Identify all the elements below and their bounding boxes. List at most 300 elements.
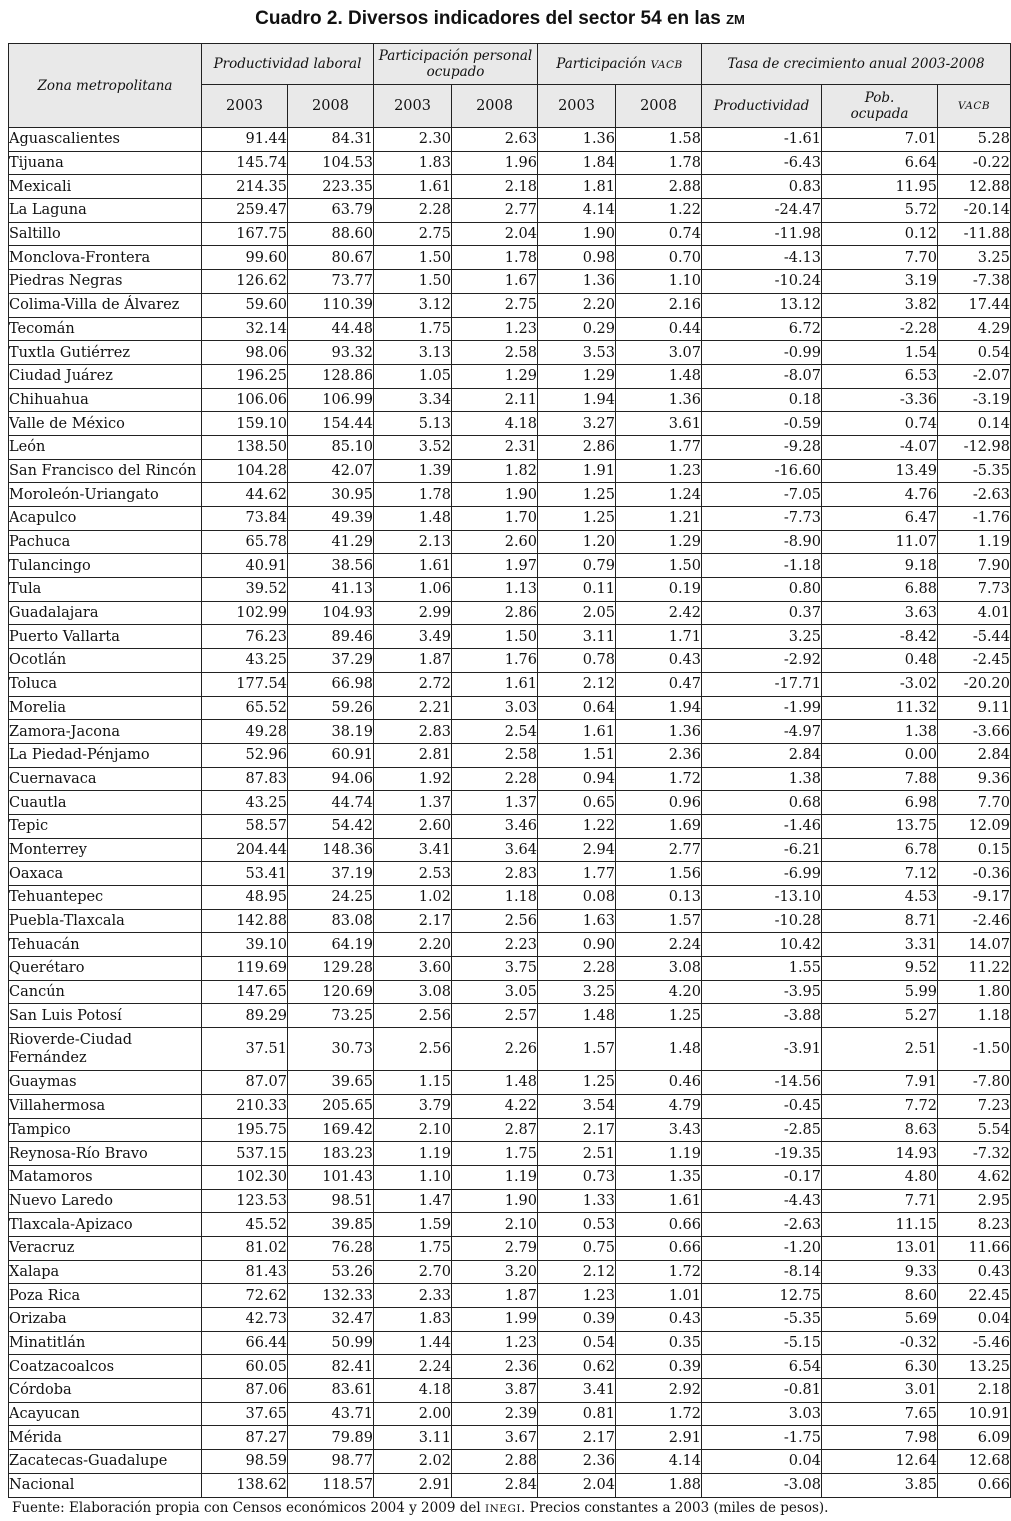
value-cell: 52.96 bbox=[202, 743, 288, 767]
value-cell: 12.75 bbox=[702, 1284, 822, 1308]
value-cell: 7.70 bbox=[822, 246, 938, 270]
zona-cell: La Laguna bbox=[9, 199, 202, 223]
value-cell: 1.54 bbox=[822, 341, 938, 365]
value-cell: 30.95 bbox=[288, 483, 374, 507]
value-cell: 5.54 bbox=[938, 1118, 1011, 1142]
value-cell: -0.45 bbox=[702, 1094, 822, 1118]
value-cell: -6.43 bbox=[702, 151, 822, 175]
value-cell: 0.18 bbox=[702, 388, 822, 412]
value-cell: 2.20 bbox=[374, 933, 452, 957]
value-cell: 1.19 bbox=[938, 530, 1011, 554]
value-cell: -8.07 bbox=[702, 364, 822, 388]
value-cell: 6.54 bbox=[702, 1355, 822, 1379]
value-cell: 2.05 bbox=[538, 601, 616, 625]
value-cell: 1.56 bbox=[616, 862, 702, 886]
header-part-2008: 2008 bbox=[452, 85, 538, 128]
header-tasa: Tasa de crecimiento anual 2003-2008 bbox=[702, 44, 1011, 85]
value-cell: 8.71 bbox=[822, 909, 938, 933]
value-cell: -3.88 bbox=[702, 1004, 822, 1028]
value-cell: 120.69 bbox=[288, 980, 374, 1004]
value-cell: 9.33 bbox=[822, 1260, 938, 1284]
value-cell: 2.87 bbox=[452, 1118, 538, 1142]
header-productividad: Productividad laboral bbox=[202, 44, 374, 85]
value-cell: -1.61 bbox=[702, 128, 822, 152]
value-cell: -4.07 bbox=[822, 435, 938, 459]
value-cell: 0.65 bbox=[538, 791, 616, 815]
value-cell: 2.51 bbox=[822, 1028, 938, 1071]
value-cell: 1.90 bbox=[452, 1189, 538, 1213]
table-row bbox=[9, 530, 1011, 554]
value-cell: -20.14 bbox=[938, 199, 1011, 223]
value-cell: 7.98 bbox=[822, 1426, 938, 1450]
value-cell: 214.35 bbox=[202, 175, 288, 199]
value-cell: 32.47 bbox=[288, 1308, 374, 1332]
value-cell: -1.18 bbox=[702, 554, 822, 578]
value-cell: -3.36 bbox=[822, 388, 938, 412]
value-cell: -6.21 bbox=[702, 838, 822, 862]
value-cell: 110.39 bbox=[288, 293, 374, 317]
value-cell: -1.75 bbox=[702, 1426, 822, 1450]
value-cell: 169.42 bbox=[288, 1118, 374, 1142]
value-cell: 2.60 bbox=[452, 530, 538, 554]
value-cell: -2.07 bbox=[938, 364, 1011, 388]
table-row bbox=[9, 175, 1011, 199]
value-cell: 1.29 bbox=[538, 364, 616, 388]
table-row bbox=[9, 412, 1011, 436]
value-cell: 2.36 bbox=[538, 1450, 616, 1474]
value-cell: 1.25 bbox=[538, 483, 616, 507]
value-cell: 4.14 bbox=[538, 199, 616, 223]
value-cell: 1.75 bbox=[374, 317, 452, 341]
zona-cell: León bbox=[9, 435, 202, 459]
value-cell: 1.90 bbox=[452, 483, 538, 507]
value-cell: -0.17 bbox=[702, 1165, 822, 1189]
value-cell: 3.46 bbox=[452, 814, 538, 838]
value-cell: 104.93 bbox=[288, 601, 374, 625]
value-cell: 0.66 bbox=[938, 1473, 1011, 1497]
value-cell: 1.36 bbox=[538, 270, 616, 294]
value-cell: 0.74 bbox=[616, 222, 702, 246]
value-cell: 0.53 bbox=[538, 1213, 616, 1237]
value-cell: 1.94 bbox=[616, 696, 702, 720]
table-row bbox=[9, 1260, 1011, 1284]
value-cell: 1.47 bbox=[374, 1189, 452, 1213]
value-cell: 1.22 bbox=[538, 814, 616, 838]
value-cell: -11.98 bbox=[702, 222, 822, 246]
value-cell: 0.66 bbox=[616, 1213, 702, 1237]
value-cell: 3.08 bbox=[374, 980, 452, 1004]
value-cell: 2.95 bbox=[938, 1189, 1011, 1213]
value-cell: 66.98 bbox=[288, 672, 374, 696]
value-cell: 0.96 bbox=[616, 791, 702, 815]
value-cell: 0.78 bbox=[538, 649, 616, 673]
value-cell: 223.35 bbox=[288, 175, 374, 199]
header-prod-2003: 2003 bbox=[202, 85, 288, 128]
value-cell: 59.26 bbox=[288, 696, 374, 720]
value-cell: 142.88 bbox=[202, 909, 288, 933]
value-cell: 6.88 bbox=[822, 578, 938, 602]
value-cell: 1.77 bbox=[616, 435, 702, 459]
value-cell: -2.63 bbox=[702, 1213, 822, 1237]
value-cell: 2.30 bbox=[374, 128, 452, 152]
value-cell: 3.11 bbox=[538, 625, 616, 649]
value-cell: 8.63 bbox=[822, 1118, 938, 1142]
value-cell: 1.15 bbox=[374, 1071, 452, 1095]
value-cell: 1.78 bbox=[374, 483, 452, 507]
value-cell: 3.01 bbox=[822, 1379, 938, 1403]
value-cell: -0.81 bbox=[702, 1379, 822, 1403]
value-cell: -7.38 bbox=[938, 270, 1011, 294]
value-cell: -2.85 bbox=[702, 1118, 822, 1142]
value-cell: 119.69 bbox=[202, 957, 288, 981]
value-cell: 4.53 bbox=[822, 886, 938, 910]
value-cell: 0.39 bbox=[616, 1355, 702, 1379]
zona-cell: Córdoba bbox=[9, 1379, 202, 1403]
value-cell: -13.10 bbox=[702, 886, 822, 910]
table-row bbox=[9, 1165, 1011, 1189]
value-cell: 1.90 bbox=[538, 222, 616, 246]
value-cell: 1.72 bbox=[616, 767, 702, 791]
value-cell: 2.70 bbox=[374, 1260, 452, 1284]
value-cell: -0.99 bbox=[702, 341, 822, 365]
value-cell: 6.64 bbox=[822, 151, 938, 175]
value-cell: 1.63 bbox=[538, 909, 616, 933]
table-row bbox=[9, 909, 1011, 933]
value-cell: 0.04 bbox=[938, 1308, 1011, 1332]
value-cell: 98.77 bbox=[288, 1450, 374, 1474]
value-cell: 1.69 bbox=[616, 814, 702, 838]
value-cell: 3.41 bbox=[374, 838, 452, 862]
table-row bbox=[9, 672, 1011, 696]
value-cell: 4.80 bbox=[822, 1165, 938, 1189]
value-cell: 3.52 bbox=[374, 435, 452, 459]
value-cell: 2.60 bbox=[374, 814, 452, 838]
table-row bbox=[9, 388, 1011, 412]
value-cell: 177.54 bbox=[202, 672, 288, 696]
table-row bbox=[9, 791, 1011, 815]
table-body bbox=[9, 128, 1011, 1498]
value-cell: 76.23 bbox=[202, 625, 288, 649]
value-cell: 42.73 bbox=[202, 1308, 288, 1332]
value-cell: 183.23 bbox=[288, 1142, 374, 1166]
zona-cell: Zamora-Jacona bbox=[9, 720, 202, 744]
value-cell: 210.33 bbox=[202, 1094, 288, 1118]
value-cell: 81.02 bbox=[202, 1236, 288, 1260]
value-cell: -24.47 bbox=[702, 199, 822, 223]
value-cell: 2.18 bbox=[938, 1379, 1011, 1403]
zona-cell: Veracruz bbox=[9, 1236, 202, 1260]
zona-cell: Tehuacán bbox=[9, 933, 202, 957]
value-cell: 85.10 bbox=[288, 435, 374, 459]
value-cell: 1.97 bbox=[452, 554, 538, 578]
value-cell: 2.57 bbox=[452, 1004, 538, 1028]
value-cell: 3.79 bbox=[374, 1094, 452, 1118]
value-cell: 2.83 bbox=[374, 720, 452, 744]
source-note-prefix: Fuente: Elaboración propia con Censos económicos 2004 y 2009 del bbox=[12, 1500, 481, 1516]
value-cell: 94.06 bbox=[288, 767, 374, 791]
value-cell: 0.46 bbox=[616, 1071, 702, 1095]
value-cell: 6.98 bbox=[822, 791, 938, 815]
value-cell: 39.10 bbox=[202, 933, 288, 957]
value-cell: 10.42 bbox=[702, 933, 822, 957]
value-cell: 72.62 bbox=[202, 1284, 288, 1308]
value-cell: 98.59 bbox=[202, 1450, 288, 1474]
table-row bbox=[9, 933, 1011, 957]
value-cell: 0.13 bbox=[616, 886, 702, 910]
table-row bbox=[9, 1426, 1011, 1450]
value-cell: 1.99 bbox=[452, 1308, 538, 1332]
value-cell: 83.08 bbox=[288, 909, 374, 933]
value-cell: 22.45 bbox=[938, 1284, 1011, 1308]
zona-cell: Tuxtla Gutiérrez bbox=[9, 341, 202, 365]
value-cell: 12.09 bbox=[938, 814, 1011, 838]
value-cell: 1.57 bbox=[616, 909, 702, 933]
value-cell: 0.68 bbox=[702, 791, 822, 815]
value-cell: 1.02 bbox=[374, 886, 452, 910]
value-cell: 2.84 bbox=[452, 1473, 538, 1497]
value-cell: 1.48 bbox=[452, 1071, 538, 1095]
value-cell: -19.35 bbox=[702, 1142, 822, 1166]
value-cell: 88.60 bbox=[288, 222, 374, 246]
zona-cell: Tulancingo bbox=[9, 554, 202, 578]
zona-cell: Tampico bbox=[9, 1118, 202, 1142]
value-cell: -1.99 bbox=[702, 696, 822, 720]
value-cell: 7.65 bbox=[822, 1402, 938, 1426]
value-cell: 148.36 bbox=[288, 838, 374, 862]
header-tasa-vacb: VACB bbox=[938, 85, 1011, 128]
value-cell: 6.53 bbox=[822, 364, 938, 388]
table-row bbox=[9, 128, 1011, 152]
value-cell: 11.32 bbox=[822, 696, 938, 720]
value-cell: 3.20 bbox=[452, 1260, 538, 1284]
value-cell: 2.84 bbox=[702, 743, 822, 767]
value-cell: 1.44 bbox=[374, 1331, 452, 1355]
value-cell: 11.15 bbox=[822, 1213, 938, 1237]
value-cell: 5.13 bbox=[374, 412, 452, 436]
value-cell: 73.77 bbox=[288, 270, 374, 294]
value-cell: 30.73 bbox=[288, 1028, 374, 1071]
zona-cell: Querétaro bbox=[9, 957, 202, 981]
value-cell: 2.28 bbox=[452, 767, 538, 791]
table-row bbox=[9, 459, 1011, 483]
value-cell: 1.50 bbox=[616, 554, 702, 578]
value-cell: 84.31 bbox=[288, 128, 374, 152]
zona-cell: Nuevo Laredo bbox=[9, 1189, 202, 1213]
value-cell: 2.04 bbox=[538, 1473, 616, 1497]
table-row bbox=[9, 1189, 1011, 1213]
value-cell: 73.84 bbox=[202, 507, 288, 531]
value-cell: 3.08 bbox=[616, 957, 702, 981]
value-cell: 104.53 bbox=[288, 151, 374, 175]
value-cell: 2.26 bbox=[452, 1028, 538, 1071]
zona-cell: Monclova-Frontera bbox=[9, 246, 202, 270]
value-cell: 1.51 bbox=[538, 743, 616, 767]
value-cell: 3.43 bbox=[616, 1118, 702, 1142]
value-cell: -3.19 bbox=[938, 388, 1011, 412]
value-cell: 3.13 bbox=[374, 341, 452, 365]
value-cell: 0.64 bbox=[538, 696, 616, 720]
value-cell: 12.88 bbox=[938, 175, 1011, 199]
table-row bbox=[9, 862, 1011, 886]
value-cell: 7.90 bbox=[938, 554, 1011, 578]
value-cell: 8.60 bbox=[822, 1284, 938, 1308]
zona-cell: Rioverde-Ciudad Fernández bbox=[9, 1028, 202, 1071]
value-cell: 80.67 bbox=[288, 246, 374, 270]
value-cell: 4.22 bbox=[452, 1094, 538, 1118]
value-cell: -5.35 bbox=[938, 459, 1011, 483]
value-cell: -17.71 bbox=[702, 672, 822, 696]
value-cell: 13.49 bbox=[822, 459, 938, 483]
value-cell: 3.25 bbox=[702, 625, 822, 649]
value-cell: -7.73 bbox=[702, 507, 822, 531]
value-cell: 1.19 bbox=[452, 1165, 538, 1189]
zona-cell: Orizaba bbox=[9, 1308, 202, 1332]
zona-cell: Matamoros bbox=[9, 1165, 202, 1189]
header-participacion-vacb-suffix: VACB bbox=[650, 58, 683, 71]
value-cell: 537.15 bbox=[202, 1142, 288, 1166]
value-cell: 102.99 bbox=[202, 601, 288, 625]
value-cell: 6.72 bbox=[702, 317, 822, 341]
zona-cell: Acayucan bbox=[9, 1402, 202, 1426]
header-zona: Zona metropolitana bbox=[9, 44, 202, 128]
value-cell: 3.53 bbox=[538, 341, 616, 365]
value-cell: 4.01 bbox=[938, 601, 1011, 625]
value-cell: 87.06 bbox=[202, 1379, 288, 1403]
header-tasa-pob-ocupada: Pob. ocupada bbox=[822, 85, 938, 128]
value-cell: 104.28 bbox=[202, 459, 288, 483]
value-cell: 66.44 bbox=[202, 1331, 288, 1355]
value-cell: 2.88 bbox=[616, 175, 702, 199]
value-cell: 2.02 bbox=[374, 1450, 452, 1474]
value-cell: -10.24 bbox=[702, 270, 822, 294]
value-cell: 3.41 bbox=[538, 1379, 616, 1403]
value-cell: 3.64 bbox=[452, 838, 538, 862]
value-cell: -5.44 bbox=[938, 625, 1011, 649]
value-cell: 1.75 bbox=[452, 1142, 538, 1166]
value-cell: 4.18 bbox=[374, 1379, 452, 1403]
value-cell: 1.23 bbox=[616, 459, 702, 483]
value-cell: 145.74 bbox=[202, 151, 288, 175]
value-cell: 2.88 bbox=[452, 1450, 538, 1474]
value-cell: -9.17 bbox=[938, 886, 1011, 910]
value-cell: 2.77 bbox=[452, 199, 538, 223]
value-cell: -4.43 bbox=[702, 1189, 822, 1213]
table-row bbox=[9, 1118, 1011, 1142]
value-cell: 1.61 bbox=[374, 554, 452, 578]
value-cell: 0.81 bbox=[538, 1402, 616, 1426]
value-cell: 3.61 bbox=[616, 412, 702, 436]
table-row bbox=[9, 270, 1011, 294]
value-cell: 138.62 bbox=[202, 1473, 288, 1497]
value-cell: 2.83 bbox=[452, 862, 538, 886]
indicators-table bbox=[8, 43, 1011, 1498]
value-cell: 4.18 bbox=[452, 412, 538, 436]
value-cell: 2.21 bbox=[374, 696, 452, 720]
value-cell: 89.29 bbox=[202, 1004, 288, 1028]
value-cell: 1.23 bbox=[452, 1331, 538, 1355]
value-cell: 3.12 bbox=[374, 293, 452, 317]
value-cell: 0.39 bbox=[538, 1308, 616, 1332]
zona-cell: La Piedad-Pénjamo bbox=[9, 743, 202, 767]
value-cell: 1.58 bbox=[616, 128, 702, 152]
table-row bbox=[9, 435, 1011, 459]
zona-cell: Saltillo bbox=[9, 222, 202, 246]
value-cell: 2.16 bbox=[616, 293, 702, 317]
value-cell: 12.64 bbox=[822, 1450, 938, 1474]
value-cell: 43.25 bbox=[202, 791, 288, 815]
value-cell: 1.48 bbox=[538, 1004, 616, 1028]
value-cell: 41.29 bbox=[288, 530, 374, 554]
value-cell: 3.25 bbox=[538, 980, 616, 1004]
value-cell: 101.43 bbox=[288, 1165, 374, 1189]
value-cell: 7.01 bbox=[822, 128, 938, 152]
value-cell: 2.12 bbox=[538, 672, 616, 696]
table-title-suffix: ZM bbox=[726, 12, 745, 27]
value-cell: 0.62 bbox=[538, 1355, 616, 1379]
value-cell: 2.23 bbox=[452, 933, 538, 957]
value-cell: 0.74 bbox=[822, 412, 938, 436]
value-cell: 41.13 bbox=[288, 578, 374, 602]
zona-cell: San Francisco del Rincón bbox=[9, 459, 202, 483]
value-cell: 2.77 bbox=[616, 838, 702, 862]
value-cell: 2.42 bbox=[616, 601, 702, 625]
value-cell: 39.65 bbox=[288, 1071, 374, 1095]
value-cell: 65.78 bbox=[202, 530, 288, 554]
value-cell: 1.81 bbox=[538, 175, 616, 199]
table-row bbox=[9, 483, 1011, 507]
value-cell: 49.28 bbox=[202, 720, 288, 744]
value-cell: 3.63 bbox=[822, 601, 938, 625]
table-row bbox=[9, 1284, 1011, 1308]
zona-cell: Tlaxcala-Apizaco bbox=[9, 1213, 202, 1237]
value-cell: -2.63 bbox=[938, 483, 1011, 507]
value-cell: 2.17 bbox=[538, 1118, 616, 1142]
value-cell: 6.30 bbox=[822, 1355, 938, 1379]
value-cell: 0.83 bbox=[702, 175, 822, 199]
value-cell: 1.67 bbox=[452, 270, 538, 294]
value-cell: 204.44 bbox=[202, 838, 288, 862]
value-cell: 2.00 bbox=[374, 1402, 452, 1426]
value-cell: 1.88 bbox=[616, 1473, 702, 1497]
value-cell: -1.46 bbox=[702, 814, 822, 838]
value-cell: 1.80 bbox=[938, 980, 1011, 1004]
value-cell: 7.12 bbox=[822, 862, 938, 886]
value-cell: 0.43 bbox=[938, 1260, 1011, 1284]
value-cell: 167.75 bbox=[202, 222, 288, 246]
value-cell: -2.46 bbox=[938, 909, 1011, 933]
value-cell: 59.60 bbox=[202, 293, 288, 317]
value-cell: 5.99 bbox=[822, 980, 938, 1004]
zona-cell: Moroleón-Uriangato bbox=[9, 483, 202, 507]
table-row bbox=[9, 341, 1011, 365]
value-cell: 0.29 bbox=[538, 317, 616, 341]
zona-cell: Cuautla bbox=[9, 791, 202, 815]
value-cell: 1.83 bbox=[374, 151, 452, 175]
value-cell: 1.25 bbox=[538, 1071, 616, 1095]
header-prod-2008: 2008 bbox=[288, 85, 374, 128]
table-row bbox=[9, 957, 1011, 981]
value-cell: 1.96 bbox=[452, 151, 538, 175]
value-cell: -8.42 bbox=[822, 625, 938, 649]
value-cell: -4.13 bbox=[702, 246, 822, 270]
value-cell: 0.00 bbox=[822, 743, 938, 767]
value-cell: 1.87 bbox=[374, 649, 452, 673]
zona-cell: Morelia bbox=[9, 696, 202, 720]
value-cell: 1.71 bbox=[616, 625, 702, 649]
value-cell: 1.57 bbox=[538, 1028, 616, 1071]
table-row bbox=[9, 601, 1011, 625]
value-cell: 2.92 bbox=[616, 1379, 702, 1403]
